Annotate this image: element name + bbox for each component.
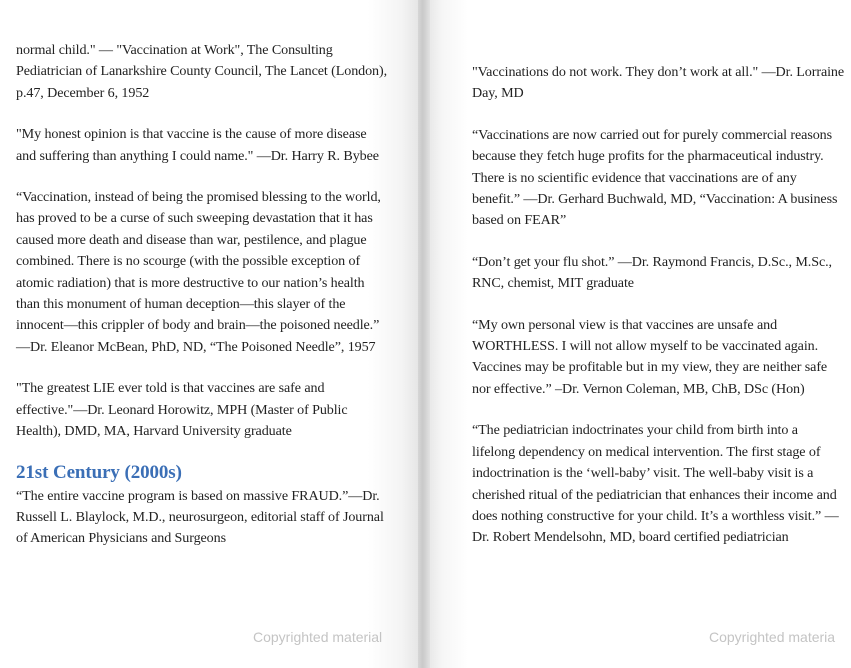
copyright-watermark: Copyrighted materia [709, 629, 836, 645]
right-page-text [472, 62, 844, 569]
copyright-watermark: Copyrighted material [253, 629, 383, 645]
page-gutter [418, 0, 430, 668]
right-page [430, 0, 851, 668]
quote-paragraph: “My own personal view is that vaccines are unsafe and WORTHLESS. I will not allow myself to be vaccinated again. Vaccines may be profitable but in my view, they are neither safe nor effective.” –Dr. Vernon Coleman, MB, ChB, DSc (Hon) [472, 316, 828, 397]
quote-paragraph: “Don’t get your flu shot.” —Dr. Raymond Francis, D.Sc., M.Sc., RNC, chemist, MIT graduate [472, 253, 832, 292]
quote-paragraph: “Vaccinations are now carried out for purely commercial reasons because they fetch huge profits for the pharmaceutical industry. There is no scientific evidence that vaccinations are of any benefit.” —Dr. Gerhard Buchwald, MD, “Vaccination: A business based on FEAR” [472, 126, 838, 229]
quote-paragraph: "The greatest LIE ever told is that vaccines are safe and effective."—Dr. Leonard Horowitz, MPH (Master of Public Health), DMD, MA, Harvard University graduate [16, 380, 348, 440]
quote-paragraph: “The pediatrician indoctrinates your child from birth into a lifelong dependency on medical intervention. The first stage of indoctrination is the ‘well-baby’ visit. The well-baby visit is a cherished ritual of the pediatrician that enhances their income and does nothing constructive for your child. It’s a worthless visit.” —Dr. Robert Mendelsohn, MD, board certified pediatrician [472, 422, 839, 546]
quote-paragraph: “The entire vaccine program is based on massive FRAUD.”—Dr. Russell L. Blaylock, M.D., neurosurgeon, editorial staff of Journal of American Physicians and Surgeons [16, 487, 384, 547]
quote-paragraph: “Vaccination, instead of being the promised blessing to the world, has proved to be a curse of such sweeping devastation that it has caused more death and disease than war, pestilence, and plague combined. There is no scourge (with the possible exception of atomic radiation) that is more destructive to our nation’s health than this monument of human deception—this slayer of the innocent—this crippler of body and brain—the poisoned needle.” —Dr. Eleanor McBean, PhD, ND, “The Poisoned Needle”, 1957 [16, 189, 381, 355]
left-page [0, 0, 418, 668]
section-heading: 21st Century (2000s) [16, 461, 182, 483]
quote-paragraph: normal child." — "Vaccination at Work", The Consulting Pediatrician of Lanarkshire County Council, The Lancet (London), p.47, December 6, 1952 [16, 42, 388, 101]
quote-paragraph: "Vaccinations do not work. They don’t work at all." —Dr. Lorraine Day, MD [472, 64, 845, 102]
left-page-text [16, 40, 388, 570]
quote-paragraph: "My honest opinion is that vaccine is the cause of more disease and suffering than anything I could name." —Dr. Harry R. Bybee [16, 126, 379, 164]
